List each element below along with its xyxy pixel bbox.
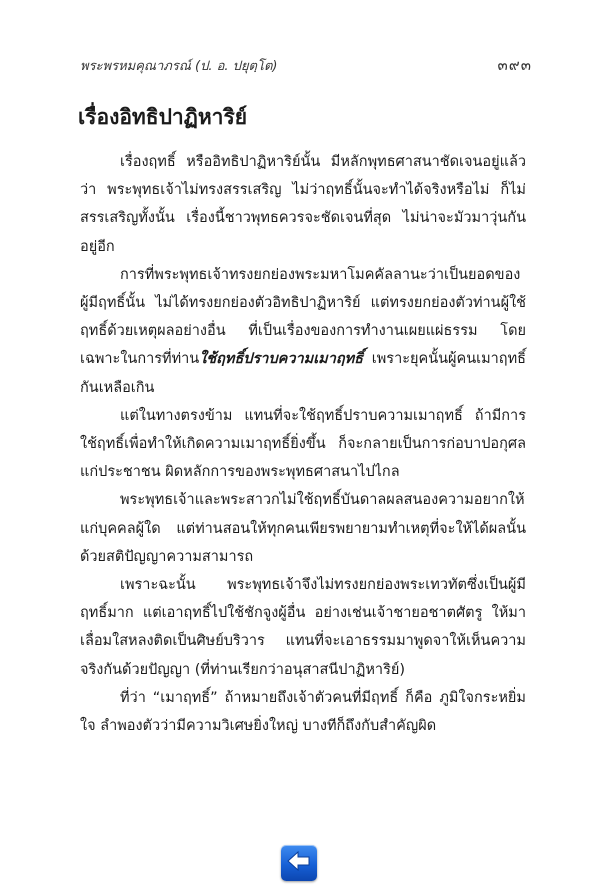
arrow-left-icon xyxy=(286,849,312,877)
page-number: ๓๙๓ xyxy=(497,56,532,74)
paragraph-6: ที่ว่า “เมาฤทธิ์” ถ้าหมายถึงเจ้าตัวคนที่มีฤทธิ์ ก็คือ ภูมิใจกระหยิ่มใจ ลำพองตัวว่ามีความวิเศษยิ่งใหญ่ บางทีก็ถึงกับสำคัญผิด xyxy=(80,689,526,735)
back-button[interactable] xyxy=(281,845,317,881)
paragraph-4: พระพุทธเจ้าและพระสาวกไม่ใช้ฤทธิ์บันดาลผลสนองความอยากให้แก่บุคคลผู้ใด แต่ท่านสอนให้ทุกคนเพียรพยายามทำเหตุที่จะให้ได้ผลนั้นด้วยสติปัญญาความสามารถ xyxy=(80,492,526,565)
paragraph-1: เรื่องฤทธิ์ หรืออิทธิปาฏิหาริย์นั้น มีหลักพุทธศาสนาชัดเจนอยู่แล้วว่า พระพุทธเจ้าไม่ทรงสรรเสริญ ไม่ว่าฤทธิ์นั้นจะทำได้จริงหรือไม่ ก็ไม่สรรเสริญทั้งนั้น เรื่องนี้ชาวพุทธควรจะชัดเจนที่สุด ไม่น่าจะมัวมาวุ่นกันอยู่อีก xyxy=(80,154,526,255)
paragraph-2 xyxy=(80,261,526,402)
paragraph-2-after: เพราะยุคนั้นผู้คนเมาฤทธิ์กันเหลือเกิน xyxy=(80,351,526,396)
book-title: พระพรหมคุณาภรณ์ (ป. อ. ปยุตฺโต) xyxy=(80,58,278,74)
paragraph-2-emphasis: ใช้ฤทธิ์ปราบความเมาฤทธิ์ xyxy=(199,351,364,368)
page-header xyxy=(80,50,532,80)
paragraph-3: แต่ในทางตรงข้าม แทนที่จะใช้ฤทธิ์ปราบความเมาฤทธิ์ ถ้ามีการใช้ฤทธิ์เพื่อทำให้เกิดความเมาฤทธิ์ยิ่งขึ้น ก็จะกลายเป็นการก่อบาปอกุศลแก่ประชาชน ผิดหลักการของพระพุทธศาสนาไปไกล xyxy=(80,407,526,481)
paragraph-2-before: การที่พระพุทธเจ้าทรงยกย่องพระมหาโมคคัลลานะว่าเป็นยอดของผู้มีฤทธิ์นั้น ไม่ได้ทรงยกย่องตัวอิทธิปาฏิหาริย์ แต่ทรงยกย่องตัวท่านผู้ใช้ฤทธิ์ด้วยเหตุผลอย่างอื่น ที่เป็นเรื่องของการทำงานเผยแผ่ธรรม โดยเฉพาะในการที่ท่าน xyxy=(80,266,526,368)
paragraph-5: เพราะฉะนั้น พระพุทธเจ้าจึงไม่ทรงยกย่องพระเทวทัตซึ่งเป็นผู้มีฤทธิ์มาก แต่เอาฤทธิ์ไปใช้ชักจูงผู้อื่น อย่างเช่นเจ้าชายอชาตศัตรู ให้มาเลื่อมใสหลงติดเป็นศิษย์บริวาร แทนที่จะเอาธรรมมาพูดจาให้เห็นความจริงกันด้วยปัญญา (ที่ท่านเรียกว่าอนุสาสนีปาฏิหาริย์) xyxy=(80,577,526,678)
body-text xyxy=(80,148,526,740)
section-title: เรื่องอิทธิปาฏิหาริย์ xyxy=(78,105,248,129)
